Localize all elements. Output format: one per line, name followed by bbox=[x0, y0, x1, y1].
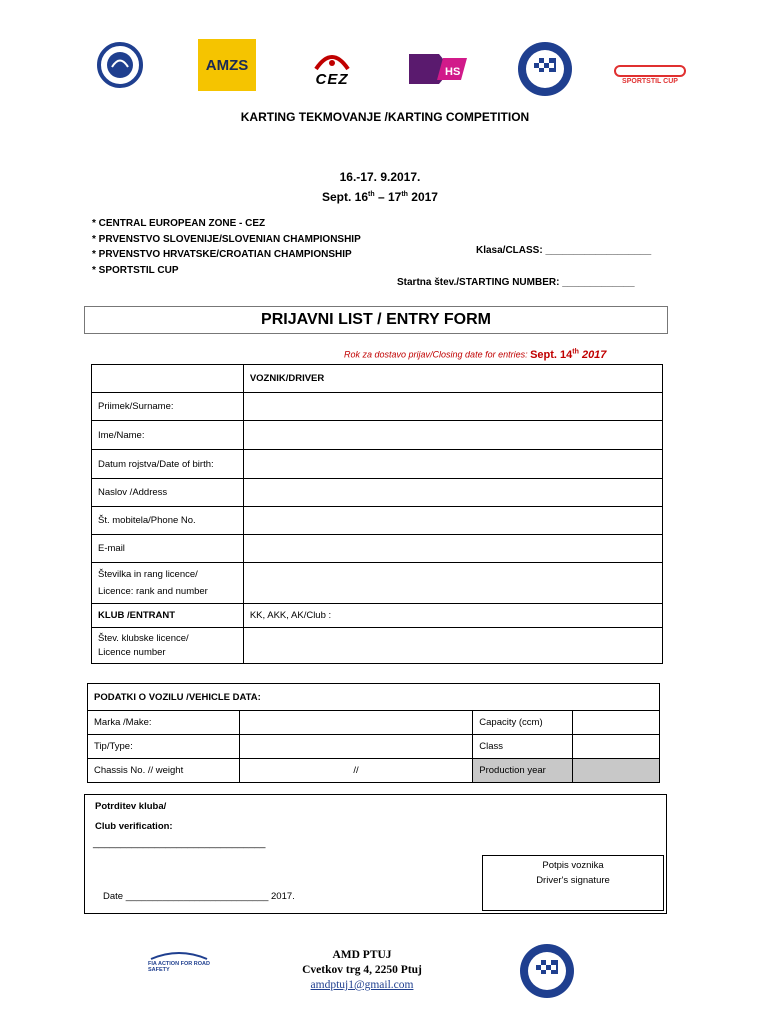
make-input[interactable] bbox=[239, 711, 473, 735]
svg-text:HS: HS bbox=[445, 66, 461, 78]
amzs-logo bbox=[198, 39, 256, 91]
birth-date-label: Datum rojstva/Date of birth: bbox=[92, 450, 244, 479]
club-verification-label-1: Potrditev kluba/ bbox=[95, 801, 167, 812]
sportstil-cup-logo bbox=[610, 60, 690, 88]
amd-ptuj-footer-logo bbox=[518, 942, 576, 1000]
form-title-box bbox=[84, 306, 668, 334]
vehicle-table bbox=[87, 683, 660, 783]
driver-header: VOZNIK/DRIVER bbox=[243, 365, 662, 393]
championship-item: * SPORTSTIL CUP bbox=[92, 264, 179, 276]
capacity-label: Capacity (ccm) bbox=[473, 711, 573, 735]
championship-list bbox=[92, 216, 361, 278]
licence-label: Številka in rang licence/ Licence: rank and number bbox=[92, 563, 244, 604]
licence-input[interactable] bbox=[243, 563, 662, 604]
event-date bbox=[0, 168, 760, 206]
surname-input[interactable] bbox=[243, 393, 662, 421]
phone-input[interactable] bbox=[243, 507, 662, 535]
club-licence-input[interactable] bbox=[243, 628, 662, 664]
signature-label-en: Driver's signature bbox=[536, 875, 610, 886]
driver-table bbox=[91, 364, 663, 664]
club-input[interactable]: KK, AKK, AK/Club : bbox=[243, 604, 662, 628]
hans-logo bbox=[405, 48, 471, 90]
vehicle-header: PODATKI O VOZILU /VEHICLE DATA: bbox=[88, 684, 660, 711]
footer-org-name: AMD PTUJ bbox=[332, 949, 392, 961]
event-date-numeric: 16.-17. 9.2017. bbox=[339, 170, 421, 184]
address-label: Naslov /Address bbox=[92, 479, 244, 507]
chassis-label: Chassis No. // weight bbox=[88, 759, 240, 783]
birth-date-input[interactable] bbox=[243, 450, 662, 479]
slovenia-federation-logo bbox=[97, 42, 143, 88]
capacity-input[interactable] bbox=[573, 711, 660, 735]
footer-street: Cvetkov trg 4, 2250 Ptuj bbox=[302, 964, 422, 976]
class-field[interactable]: Klasa/CLASS: ___________________ bbox=[476, 245, 652, 256]
championship-item: * CENTRAL EUROPEAN ZONE - CEZ bbox=[92, 218, 266, 229]
type-label: Tip/Type: bbox=[88, 735, 240, 759]
club-label: KLUB /ENTRANT bbox=[92, 604, 244, 628]
email-input[interactable] bbox=[243, 535, 662, 563]
club-licence-label: Štev. klubske licence/ Licence number bbox=[92, 628, 244, 664]
chassis-separator: // bbox=[353, 765, 359, 776]
event-date-text: Sept. 16th – 17th 2017 bbox=[322, 190, 438, 204]
name-input[interactable] bbox=[243, 421, 662, 450]
type-input[interactable] bbox=[239, 735, 473, 759]
make-label: Marka /Make: bbox=[88, 711, 240, 735]
amzs-logo-text: AMZS bbox=[205, 56, 249, 74]
championship-item: * PRVENSTVO SLOVENIJE/SLOVENIAN CHAMPIONSHIP bbox=[92, 233, 361, 245]
footer-email-link[interactable]: amdptuj1@gmail.com bbox=[310, 979, 414, 991]
footer-address bbox=[282, 948, 442, 993]
club-verification-line[interactable]: _______________________________ bbox=[93, 838, 266, 849]
phone-label: Št. mobitela/Phone No. bbox=[92, 507, 244, 535]
chassis-input[interactable] bbox=[239, 759, 473, 783]
production-year-label: Production year bbox=[473, 759, 573, 783]
date-field[interactable]: Date ___________________________ 2017. bbox=[103, 891, 295, 902]
action-road-safety-text: FIA ACTION FOR ROAD SAFETY bbox=[148, 961, 210, 973]
surname-label: Priimek/Surname: bbox=[92, 393, 244, 421]
starting-number-field[interactable]: Startna štev./STARTING NUMBER: _____________ bbox=[397, 277, 635, 288]
class-input[interactable] bbox=[573, 735, 660, 759]
championship-item: * PRVENSTVO HRVATSKE/CROATIAN CHAMPIONSHIP bbox=[92, 249, 352, 260]
name-label: Ime/Name: bbox=[92, 421, 244, 450]
class-label: Class bbox=[473, 735, 573, 759]
amd-ptuj-logo bbox=[516, 40, 574, 98]
verification-box bbox=[84, 794, 667, 914]
cez-logo-text: CEZ bbox=[315, 70, 349, 88]
email-label: E-mail bbox=[92, 535, 244, 563]
cez-logo bbox=[300, 44, 364, 92]
driver-signature-box[interactable] bbox=[482, 855, 664, 911]
competition-title: KARTING TEKMOVANJE /KARTING COMPETITION bbox=[240, 110, 530, 124]
address-input[interactable] bbox=[243, 479, 662, 507]
club-verification-label-2: Club verification: bbox=[95, 821, 173, 832]
form-title: PRIJAVNI LIST / ENTRY FORM bbox=[261, 311, 491, 328]
production-year-input[interactable] bbox=[573, 759, 660, 783]
signature-label-si: Potpis voznika bbox=[542, 860, 604, 871]
sportstil-cup-logo-text: SPORTSTIL CUP bbox=[622, 77, 678, 85]
closing-date-note: Rok za dostavo prijav/Closing date for entries: Sept. 14th 2017 bbox=[344, 348, 607, 361]
action-road-safety-logo bbox=[148, 950, 210, 974]
